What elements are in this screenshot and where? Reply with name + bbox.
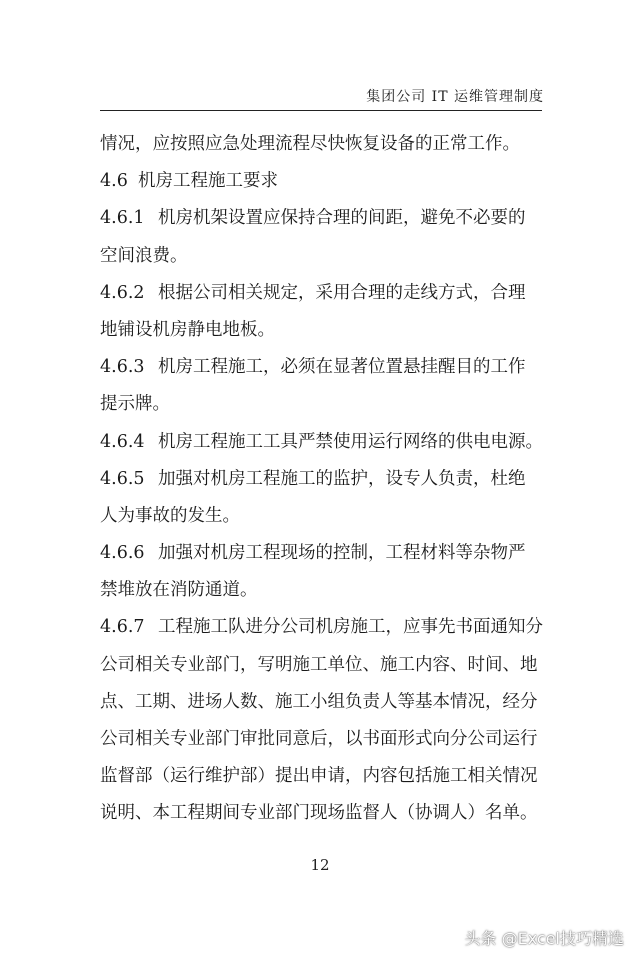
clause-continuation: 禁堆放在消防通道。 — [100, 580, 258, 601]
paragraph-line: 情况，应按照应急处理流程尽快恢复设备的正常工作。 — [100, 134, 520, 154]
clause-line — [100, 609, 542, 646]
clause-continuation: 点、工期、进场人数、施工小组负责人等基本情况，经分 — [100, 691, 538, 712]
clause-line — [100, 535, 542, 572]
clause-text: 机房工程施工，必须在显著位置悬挂醒目的工作 — [158, 357, 526, 378]
clause-text: 机房机架设置应保持合理的间距，避免不必要的 — [158, 208, 526, 229]
clause-line — [100, 349, 542, 386]
clause-text: 根据公司相关规定，采用合理的走线方式，合理 — [158, 282, 526, 303]
clause-continuation: 提示牌。 — [100, 394, 170, 415]
section-number: 4.6 — [100, 171, 128, 192]
clause-number: 4.6.4 — [100, 431, 145, 452]
clause-number: 4.6.2 — [100, 282, 145, 303]
section-title: 机房工程施工要求 — [138, 171, 278, 192]
clause-number: 4.6.6 — [100, 543, 145, 564]
clause-continuation: 公司相关专业部门，写明施工单位、施工内容、时间、地 — [100, 654, 538, 675]
clause-number: 4.6.5 — [100, 468, 145, 489]
clause-number: 4.6.1 — [100, 208, 145, 229]
clause-continuation: 说明、本工程期间专业部门现场监督人（协调人）名单。 — [100, 803, 538, 824]
clause-line — [100, 275, 542, 312]
clause-line — [100, 200, 542, 237]
clause-number: 4.6.7 — [100, 617, 145, 638]
clause-number: 4.6.3 — [100, 357, 145, 378]
document-header-title: 集团公司 IT 运维管理制度 — [366, 89, 544, 105]
clause-text: 加强对机房工程现场的控制，工程材料等杂物严 — [158, 543, 526, 564]
clause-continuation: 监督部（运行维护部）提出申请，内容包括施工相关情况 — [100, 766, 538, 787]
clause-text: 加强对机房工程施工的监护，设专人负责，杜绝 — [158, 468, 526, 489]
clause-continuation: 地铺设机房静电地板。 — [100, 319, 275, 340]
header-divider — [100, 110, 542, 111]
clause-continuation: 人为事故的发生。 — [100, 505, 240, 526]
clause-line — [100, 424, 542, 461]
clause-text: 机房工程施工工具严禁使用运行网络的供电电源。 — [158, 431, 543, 452]
page-number: 12 — [310, 856, 330, 874]
clause-continuation: 空间浪费。 — [100, 245, 188, 266]
section-heading — [100, 163, 542, 200]
clause-line — [100, 461, 542, 498]
clause-continuation: 公司相关专业部门审批同意后，以书面形式向分公司运行 — [100, 729, 538, 749]
clause-text: 工程施工队进分公司机房施工，应事先书面通知分 — [158, 617, 543, 638]
document-body — [100, 126, 542, 833]
source-watermark: 头条 @Excel技巧精选 — [464, 929, 624, 948]
